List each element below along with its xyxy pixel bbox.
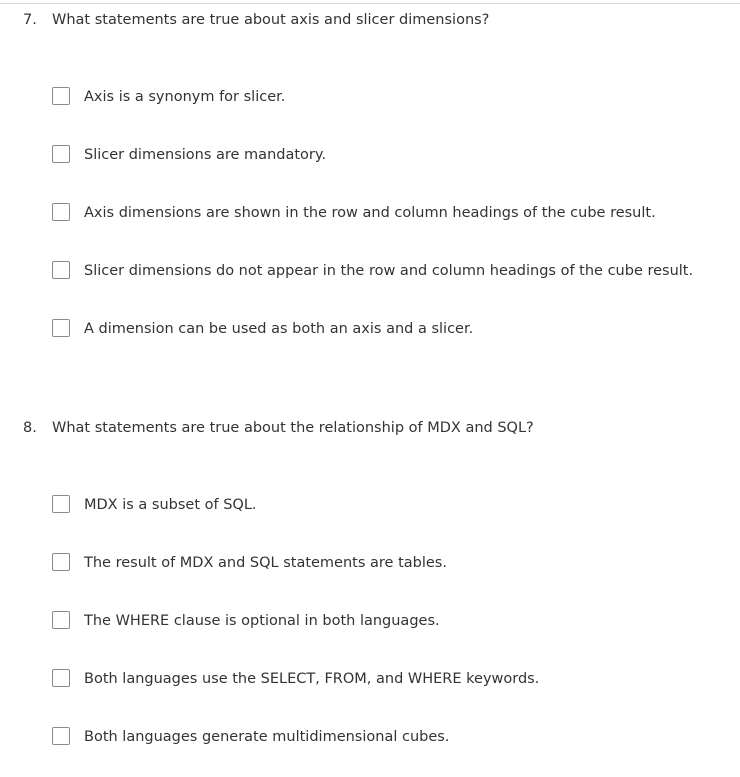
option-label[interactable]: Both languages use the SELECT, FROM, and WHERE keywords. [84,671,540,687]
answer-option[interactable] [52,726,732,748]
answer-option[interactable] [52,260,732,282]
checkbox[interactable] [52,319,70,337]
checkbox[interactable] [52,87,70,105]
answer-option[interactable] [52,144,732,166]
answer-option[interactable] [52,552,732,574]
checkbox[interactable] [52,203,70,221]
option-label[interactable]: A dimension can be used as both an axis and a slicer. [84,321,474,337]
checkbox[interactable] [52,261,70,279]
option-label[interactable]: Axis dimensions are shown in the row and column headings of the cube result. [84,205,656,221]
question-text: What statements are true about the relationship of MDX and SQL? [52,420,534,436]
answer-option[interactable] [52,494,732,516]
question-number: 7. [23,12,37,28]
option-label[interactable]: Both languages generate multidimensional cubes. [84,729,450,745]
answer-option[interactable] [52,202,732,224]
answer-option[interactable] [52,610,732,632]
checkbox[interactable] [52,495,70,513]
question-text: What statements are true about axis and slicer dimensions? [52,12,490,28]
checkbox[interactable] [52,727,70,745]
option-label[interactable]: Axis is a synonym for slicer. [84,89,286,105]
option-label[interactable]: Slicer dimensions are mandatory. [84,147,326,163]
checkbox[interactable] [52,553,70,571]
checkbox[interactable] [52,611,70,629]
option-label[interactable]: The WHERE clause is optional in both languages. [84,613,440,629]
option-label[interactable]: MDX is a subset of SQL. [84,497,257,513]
question-number: 8. [23,420,37,436]
option-label[interactable]: Slicer dimensions do not appear in the row and column headings of the cube result. [84,263,694,279]
checkbox[interactable] [52,145,70,163]
checkbox[interactable] [52,669,70,687]
top-divider [0,3,740,4]
option-label[interactable]: The result of MDX and SQL statements are tables. [84,555,447,571]
answer-option[interactable] [52,668,732,690]
answer-option[interactable] [52,318,732,340]
answer-option[interactable] [52,86,732,108]
